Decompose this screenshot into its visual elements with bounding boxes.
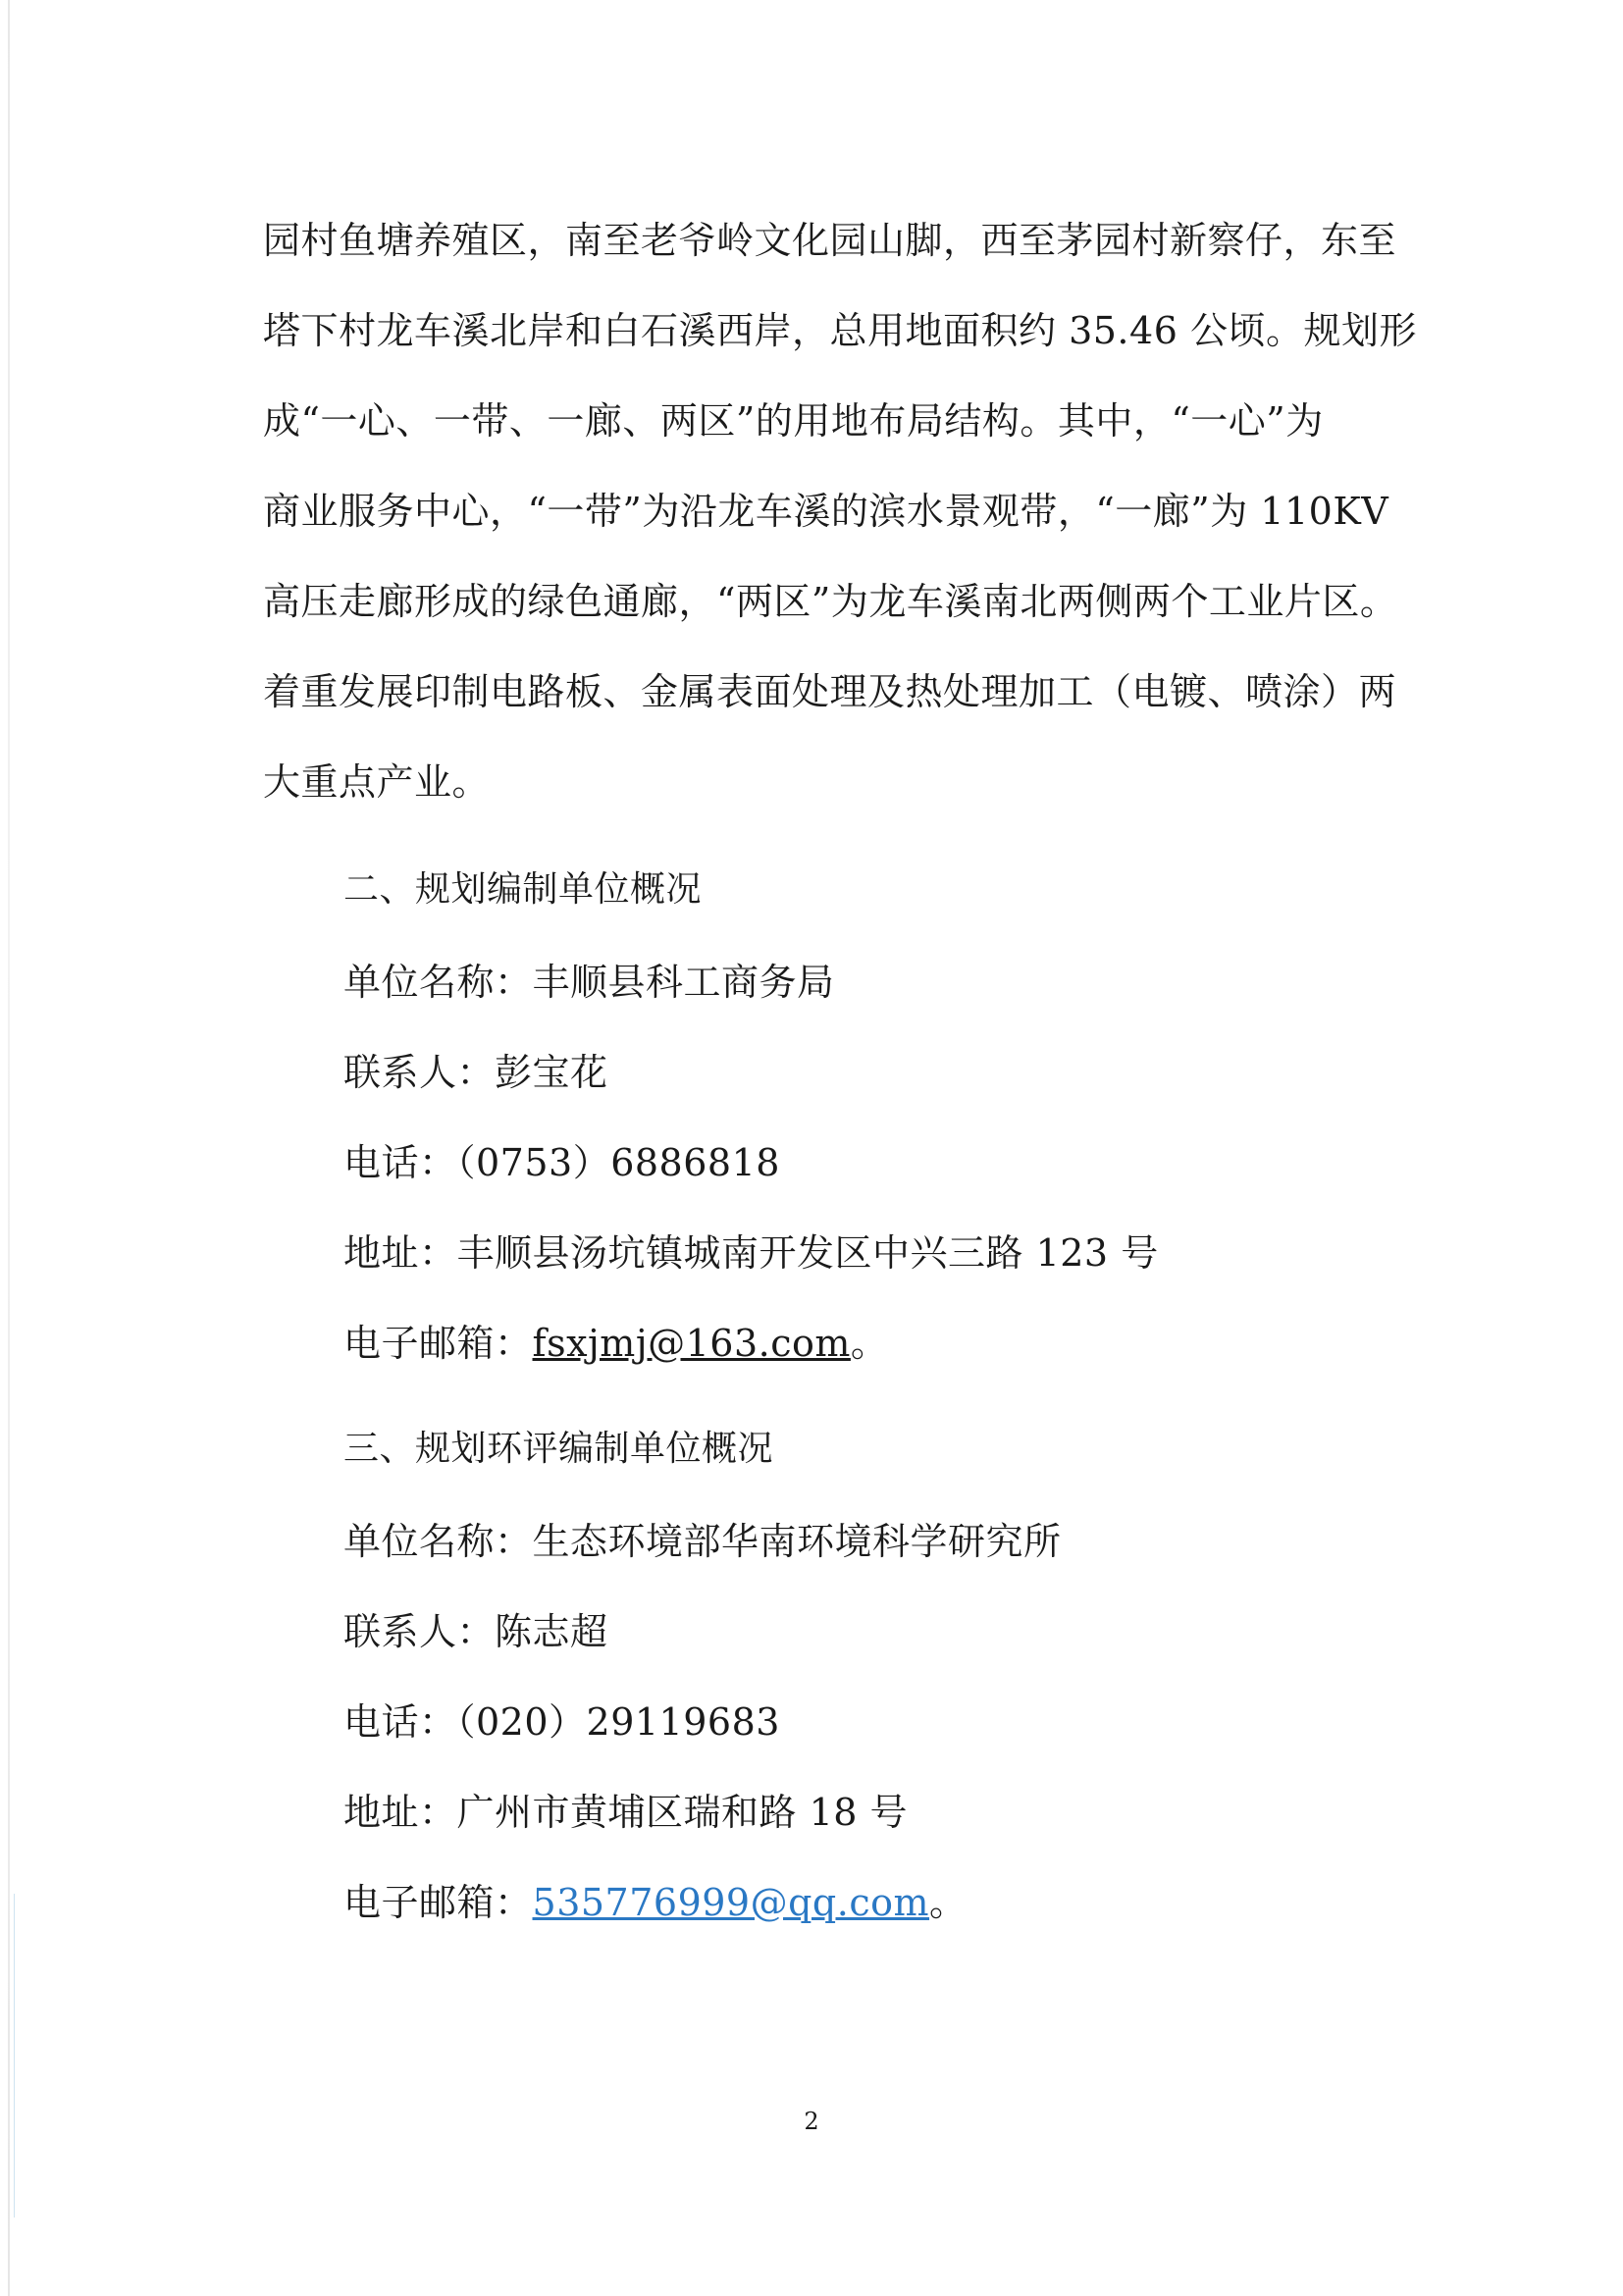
email-link[interactable]: 535776999@qq.com: [532, 1881, 930, 1924]
email-label: 电子邮箱：: [343, 1881, 533, 1924]
contact-person: 联系人：彭宝花: [343, 1051, 608, 1094]
body-line-6: 着重发展印制电路板、金属表面处理及热处理加工（电镀、喷涂）两: [263, 670, 1397, 713]
address: 地址：广州市黄埔区瑞和路 18 号: [343, 1791, 909, 1834]
body-line-4: 商业服务中心，“一带”为沿龙车溪的滨水景观带，“一廊”为 110KV: [263, 490, 1389, 533]
page-number: 2: [804, 2108, 819, 2135]
email-line: [343, 1313, 1472, 1367]
email-suffix: 。: [929, 1881, 968, 1924]
body-line-1: 园村鱼塘养殖区，南至老爷岭文化园山脚，西至茅园村新察仔，东至: [263, 219, 1397, 262]
phone: 电话：（020）29119683: [343, 1700, 780, 1744]
address: 地址：丰顺县汤坑镇城南开发区中兴三路 123 号: [343, 1231, 1159, 1275]
contact-person: 联系人：陈志超: [343, 1610, 608, 1653]
phone: 电话：（0753）6886818: [343, 1141, 780, 1184]
email-suffix: 。: [850, 1322, 889, 1365]
body-line-3: 成“一心、一带、一廊、两区”的用地布局结构。其中，“一心”为: [263, 399, 1324, 443]
body-line-5: 高压走廊形成的绿色通廊，“两区”为龙车溪南北两侧两个工业片区。: [263, 580, 1398, 623]
email-link[interactable]: fsxjmj@163.com: [532, 1322, 851, 1365]
section-heading: 二、规划编制单位概况: [343, 869, 703, 910]
email-line: [343, 1872, 1472, 1926]
email-label: 电子邮箱：: [343, 1322, 533, 1365]
body-line-7: 大重点产业。: [263, 760, 491, 804]
section-heading: 三、规划环评编制单位概况: [343, 1429, 774, 1469]
unit-name: 单位名称：丰顺县科工商务局: [343, 961, 835, 1004]
unit-name: 单位名称：生态环境部华南环境科学研究所: [343, 1520, 1062, 1563]
body-line-2: 塔下村龙车溪北岸和白石溪西岸，总用地面积约 35.46 公顷。规划形: [263, 309, 1417, 352]
scan-edge-shadow: [8, 0, 10, 2296]
scan-edge-mark: [14, 1894, 15, 2218]
